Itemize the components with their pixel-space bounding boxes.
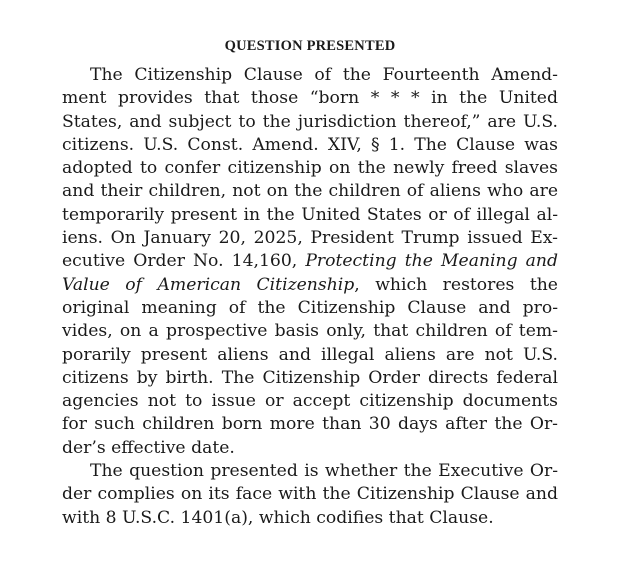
document-page — [62, 36, 558, 530]
text-line: Value of American Citizenship, which restores the — [62, 274, 558, 295]
italic-title: Value of American Citizenship — [62, 274, 355, 295]
text-line: The Citizenship Clause of the Fourteenth Amend- — [90, 65, 558, 85]
body-text — [62, 64, 558, 530]
text-line: States, and subject to the jurisdiction thereof,” are U.S. — [62, 111, 558, 132]
text-line: vides, on a prospective basis only, that children of tem- — [62, 321, 558, 342]
text-line: citizens by birth. The Citizenship Order directs federal — [62, 367, 558, 388]
text-line: der complies on its face with the Citizenship Clause and — [62, 484, 558, 505]
paragraph — [62, 64, 558, 460]
text-line: ment provides that those “born * * * in the United — [62, 88, 558, 109]
paragraph — [62, 460, 558, 530]
text-line: for such children born more than 30 days after the Or- — [62, 414, 558, 435]
text-line: with 8 U.S.C. 1401(a), which codifies that Clause. — [62, 507, 494, 528]
text-line: ecutive Order No. 14,160, Protecting the Meaning and — [62, 251, 558, 272]
text-line: and their children, not on the children of aliens who are — [62, 181, 558, 202]
text-line: temporarily present in the United States or of illegal al- — [62, 204, 558, 225]
text-line: adopted to confer citizenship on the newly freed slaves — [62, 158, 558, 179]
text-line: iens. On January 20, 2025, President Trump issued Ex- — [62, 228, 558, 249]
text-line: The question presented is whether the Executive Or- — [90, 461, 558, 482]
text-line: porarily present aliens and illegal aliens are not U.S. — [62, 344, 558, 365]
text-line: original meaning of the Citizenship Clause and pro- — [62, 297, 558, 318]
text-line: citizens. U.S. Const. Amend. XIV, § 1. The Clause was — [62, 134, 558, 155]
text-line: der’s effective date. — [62, 437, 235, 458]
text-line: agencies not to issue or accept citizenship documents — [62, 391, 558, 412]
italic-title: Protecting the Meaning and — [305, 251, 558, 272]
section-title: QUESTION PRESENTED — [224, 38, 396, 54]
